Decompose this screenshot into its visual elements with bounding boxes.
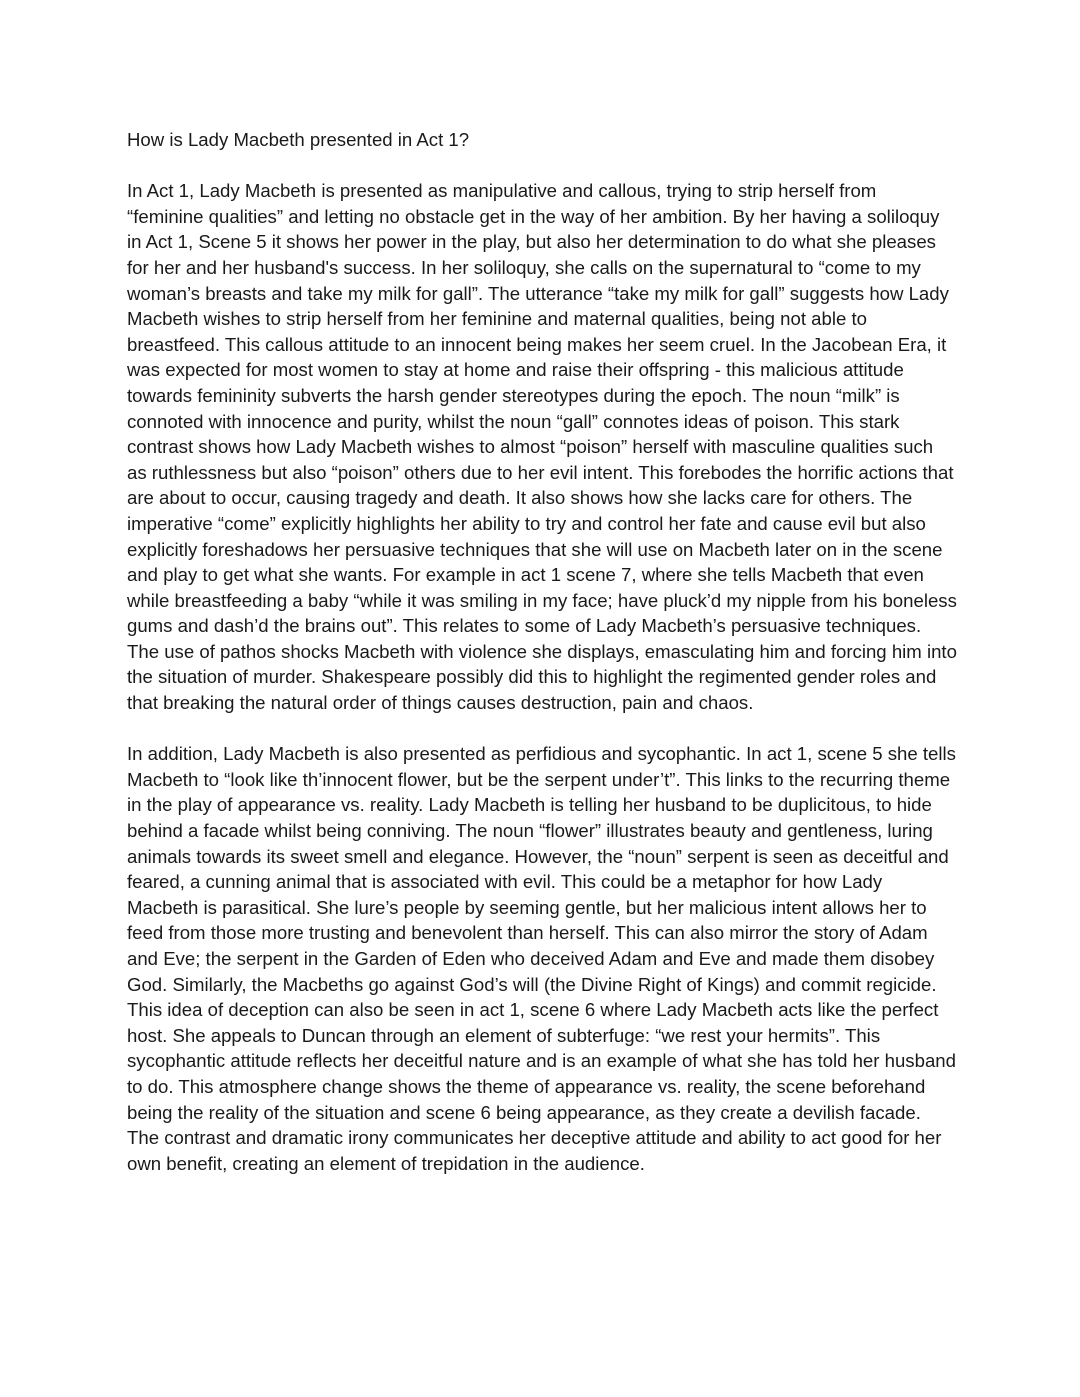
essay-question-title: How is Lady Macbeth presented in Act 1? <box>127 129 470 150</box>
essay-paragraph-2: In addition, Lady Macbeth is also presented as perfidious and sycophantic. In act 1, scene 5 she tells Macbeth to “look like th’innocent flower, but be the serpent under’t”. This links to the recurring theme in the play of appearance vs. reality. Lady Macbeth is telling her husband to be duplicitous, to hide behind a facade whilst being conniving. The noun “flower” illustrates beauty and gentleness, luring animals towards its sweet smell and elegance. However, the “noun” serpent is seen as deceitful and feared, a cunning animal that is associated with evil. This could be a metaphor for how Lady Macbeth is parasitical. She lure’s people by seeming gentle, but her malicious intent allows her to feed from those more trusting and benevolent than herself. This can also mirror the story of Adam and Eve; the serpent in the Garden of Eden who deceived Adam and Eve and made them disobey God. Similarly, the Macbeths go against God’s will (the Divine Right of Kings) and commit regicide. This idea of deception can also be seen in act 1, scene 6 where Lady Macbeth acts like the perfect host. She appeals to Duncan through an element of subterfuge: “we rest your hermits”. This sycophantic attitude reflects her deceitful nature and is an example of what she has told her husband to do. This atmosphere change shows the theme of appearance vs. reality, the scene beforehand being the reality of the situation and scene 6 being appearance, as they create a devilish facade. The contrast and dramatic irony communicates her deceptive attitude and ability to act good for her own benefit, creating an element of trepidation in the audience. <box>127 743 956 1174</box>
document-body <box>127 127 957 1176</box>
essay-paragraph-1: In Act 1, Lady Macbeth is presented as manipulative and callous, trying to strip herself from “feminine qualities” and letting no obstacle get in the way of her ambition. By her having a soliloquy in Act 1, Scene 5 it shows her power in the play, but also her determination to do what she pleases for her and her husband's success. In her soliloquy, she calls on the supernatural to “come to my woman’s breasts and take my milk for gall”. The utterance “take my milk for gall” suggests how Lady Macbeth wishes to strip herself from her feminine and maternal qualities, being not able to breastfeed. This callous attitude to an innocent being makes her seem cruel. In the Jacobean Era, it was expected for most women to stay at home and raise their offspring - this malicious attitude towards femininity subverts the harsh gender stereotypes during the epoch. The noun “milk” is connoted with innocence and purity, whilst the noun “gall” connotes ideas of poison. This stark contrast shows how Lady Macbeth wishes to almost “poison” herself with masculine qualities such as ruthlessness but also “poison” others due to her evil intent. This forebodes the horrific actions that are about to occur, causing tragedy and death. It also shows how she lacks care for others. The imperative “come” explicitly highlights her ability to try and control her fate and cause evil but also explicitly foreshadows her persuasive techniques that she will use on Macbeth later on in the scene and play to get what she wants. For example in act 1 scene 7, where she tells Macbeth that even while breastfeeding a baby “while it was smiling in my face; have pluck’d my nipple from his boneless gums and dash’d the brains out”. This relates to some of Lady Macbeth’s persuasive techniques. The use of pathos shocks Macbeth with violence she displays, emasculating him and forcing him into the situation of murder. Shakespeare possibly did this to highlight the regimented gender roles and that breaking the natural order of things causes destruction, pain and chaos. <box>127 180 957 714</box>
